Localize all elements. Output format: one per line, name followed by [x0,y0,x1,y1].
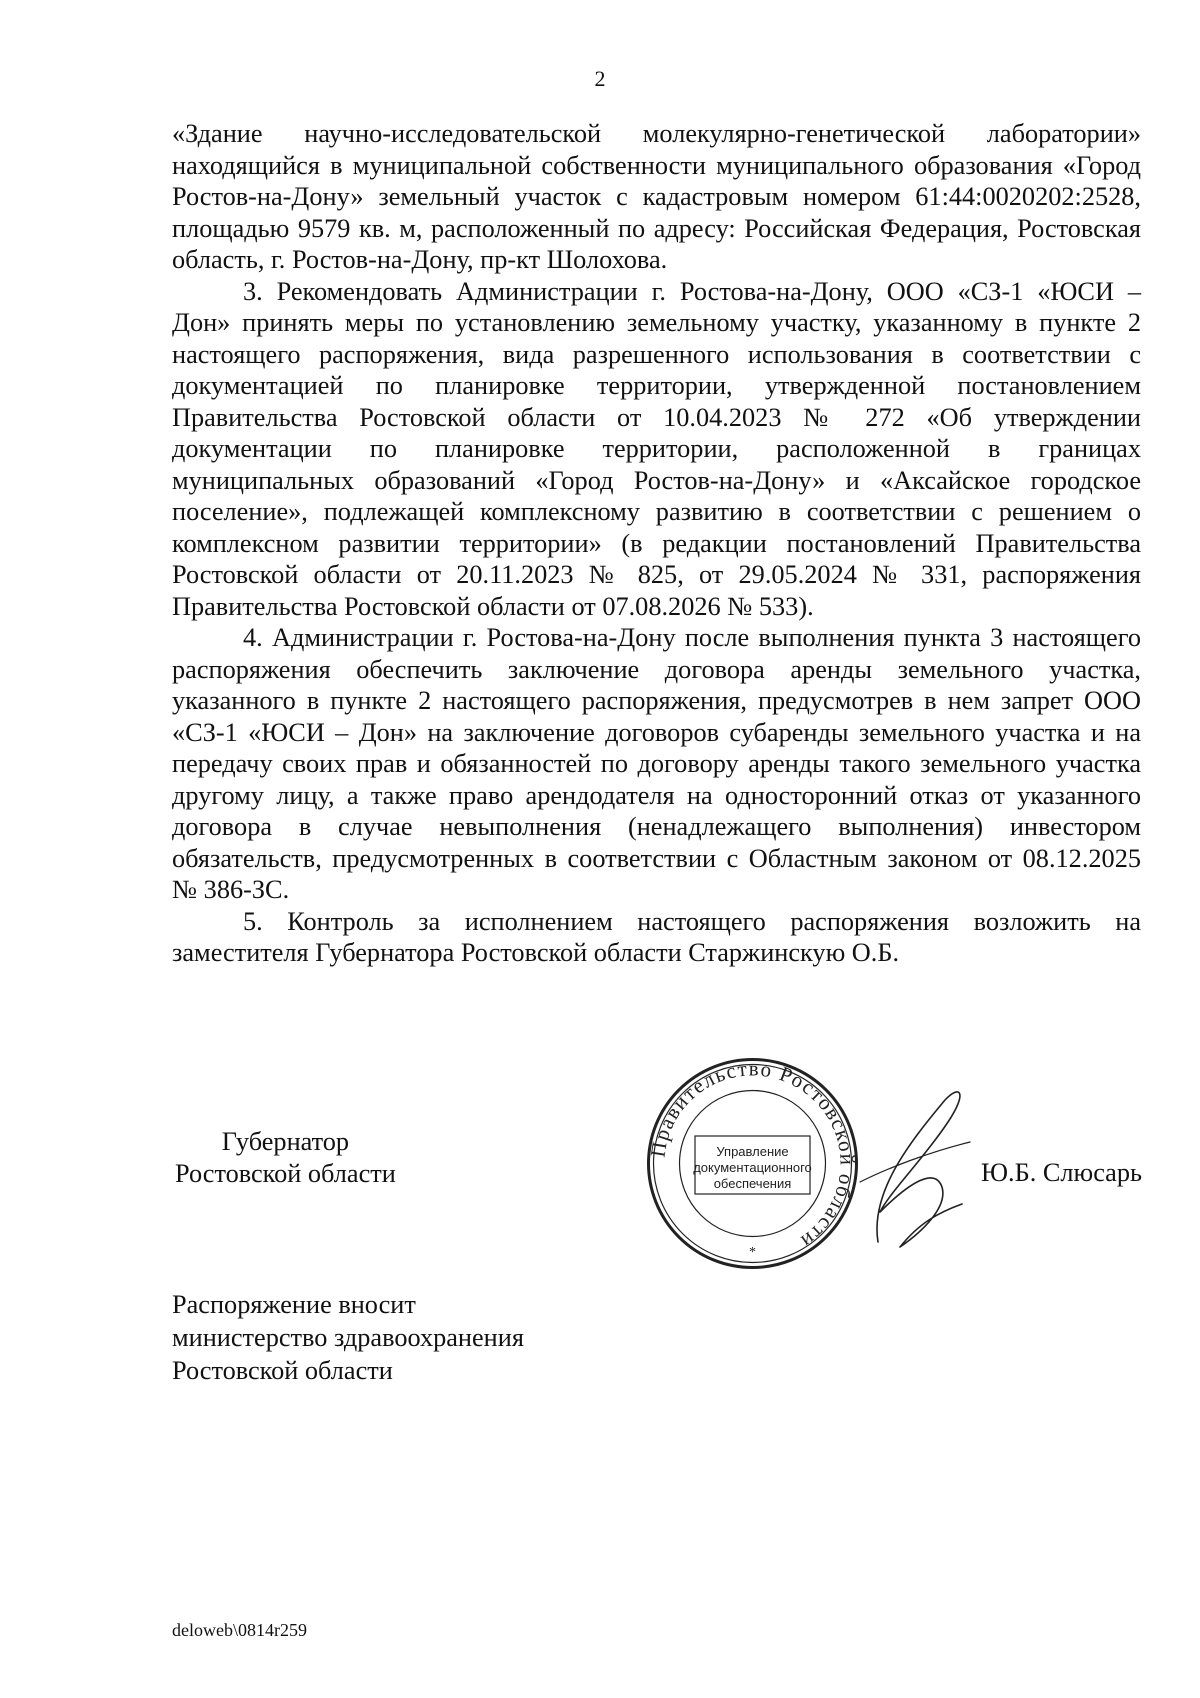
official-stamp [645,1056,860,1271]
stamp-center-line2: документационного [693,1160,812,1175]
submitted-by-note [172,1288,524,1387]
stamp-ring-text: Правительство Ростовской области [645,1056,860,1255]
stamp-center-line1: Управление [716,1144,789,1159]
signatory-position-line1: Губернатор [221,1127,350,1156]
stamp-star: * [749,1245,756,1260]
submitted-by-line2: министерство здравоохранения [172,1323,524,1352]
signatory-position-line2: Ростовской области [175,1158,396,1188]
document-code: deloweb\0814r259 [172,1620,307,1640]
page-number: 2 [594,66,606,91]
document-body [172,118,1141,969]
signatory-position [175,1126,396,1189]
paragraph-continuation: «Здание научно-исследовательской молекулярно-генетической лаборатории» находящийся в муниципальной собственности муниципального образования «Город Ростов-на-Дону» земельный участок с кадастровым номером 61:44:0020202:2528, площадью 9579 кв. м, расположенный по адресу: Российская Федерация, Ростовская область, г. Ростов-на-Дону, пр-кт Шолохова. [172,119,1141,274]
paragraph-item-3: 3. Рекомендовать Администрации г. Ростова-на-Дону, ООО «СЗ-1 «ЮСИ – Дон» принять меры по установлению земельному участку, указанному в пункте 2 настоящего распоряжения, вида разрешенного использования в соответствии с документацией по планировке территории, утвержденной постановлением Правительства Ростовской области от 10.04.2023 № 272 «Об утверждении документации по планировке территории, расположенной в границах муниципальных образований «Город Ростов-на-Дону» и «Аксайское городское поселение», подлежащей комплексному развитию в соответствии с решением о комплексном развитии территории» (в редакции постановлений Правительства Ростовской области от 20.11.2023 № 825, от 29.05.2024 № 331, распоряжения Правительства Ростовской области от 07.08.2026 № 533). [172,276,1141,621]
submitted-by-line1: Распоряжение вносит [172,1290,416,1319]
signatory-name: Ю.Б. Слюсарь [981,1158,1142,1187]
stamp-center-line3: обеспечения [713,1176,792,1191]
submitted-by-line3: Ростовской области [172,1356,393,1385]
paragraph-item-4: 4. Администрации г. Ростова-на-Дону после выполнения пункта 3 настоящего распоряжения обеспечить заключение договора аренды земельного участка, указанного в пункте 2 настоящего распоряжения, предусмотрев в нем запрет ООО «СЗ-1 «ЮСИ – Дон» на заключение договоров субаренды земельного участка и на передачу своих прав и обязанностей по договору аренды такого земельного участка другому лицу, а также право арендодателя на односторонний отказ от указанного договора в случае невыполнения (ненадлежащего выполнения) инвестором обязательств, предусмотренных в соответствии с Областным законом от 08.12.2025 № 386-ЗС. [172,623,1141,904]
paragraph-item-5: 5. Контроль за исполнением настоящего распоряжения возложить на заместителя Губернатора Ростовской области Старжинскую О.Б. [172,906,1141,967]
handwritten-signature [850,1072,980,1272]
